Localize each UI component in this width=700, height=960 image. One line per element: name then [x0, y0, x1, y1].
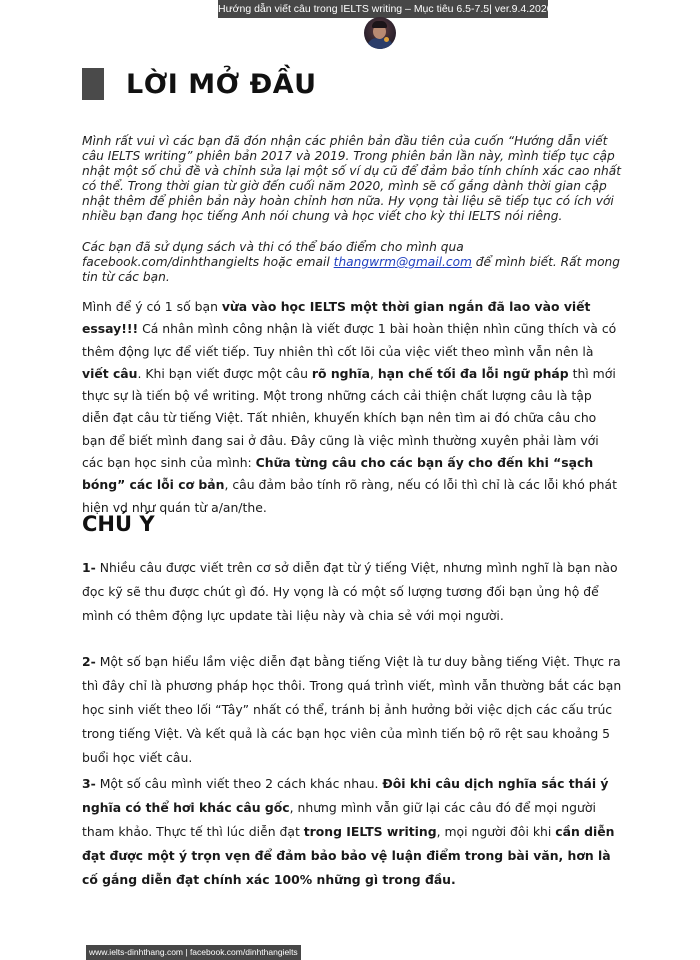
- intro-paragraph: Mình rất vui vì các bạn đã đón nhận các phiên bản đầu tiên của cuốn “Hướng dẫn viết câu IELTS writing” phiên bản 2017 và 2019. Trong phiên bản lần này, mình tiếp tục cập nhật một số chủ đề và chỉnh sửa lại một số ví dụ cũ để đảm bảo tính chính xác cao nhất có thể. Trong thời gian từ giờ đến cuối năm 2020, mình sẽ cố gắng dành thời gian cập nhật thêm để phiên bản này hoàn chỉnh hơn nữa. Hy vọng tài liệu sẽ tiếp tục có ích với nhiều bạn đang học tiếng Anh nói chung và học viết cho kỳ thi IELTS nói riêng.: [82, 134, 622, 223]
- notes-heading: CHÚ Ý: [82, 512, 155, 536]
- body-paragraph: Mình để ý có 1 số bạn vừa vào học IELTS một thời gian ngắn đã lao vào viết essay!!! Cá nhân mình công nhận là viết được 1 bài hoàn thiện nhìn cũng thích và có thêm động lực để viết tiếp. Tuy nhiên thì cốt lõi của việc viết theo mình vẫn nên là viết câu. Khi bạn viết được một câu rõ nghĩa, hạn chế tối đa lỗi ngữ pháp thì mới thực sự là tiến bộ về writing. Một trong những cách cải thiện chất lượng câu là tập diễn đạt câu từ tiếng Việt. Tất nhiên, khuyến khích bạn nên tìm ai đó chữa câu cho bạn để biết mình đang sai ở đâu. Đây cũng là việc mình thường xuyên phải làm với các bạn học sinh của mình: Chữa từng câu cho các bạn ấy cho đến khi “sạch bóng” các lỗi cơ bản, câu đảm bảo tính rõ ràng, nếu có lỗi thì chỉ là các lỗi khó phát hiện vd như quán từ a/an/the.: [82, 299, 617, 515]
- note-item-2: 2- Một số bạn hiểu lầm việc diễn đạt bằng tiếng Việt là tư duy bằng tiếng Việt. Thực ra thì đây chỉ là phương pháp học thôi. Trong quá trình viết, mình vẫn thường bắt các bạn học sinh viết theo lối “Tây” nhất có thể, tránh bị ảnh hưởng bởi việc dịch các cấu trúc trong tiếng Việt. Và kết quả là các bạn học viên của mình tiến bộ rõ rệt sau khoảng 5 buổi học viết câu.: [82, 654, 622, 765]
- heading-block-icon: [82, 68, 104, 100]
- author-avatar: [364, 17, 396, 49]
- note-item-3: 3- Một số câu mình viết theo 2 cách khác nhau. Đôi khi câu dịch nghĩa sắc thái ý nghĩa có thể hơi khác câu gốc, nhưng mình vẫn giữ lại các câu đó để mọi người tham khảo. Thực tế thì lúc diễn đạt trong IELTS writing, mọi người đôi khi cần diễn đạt được một ý trọn vẹn để đảm bảo bảo vệ luận điểm trong bài văn, hơn là cố gắng diễn đạt chính xác 100% những gì trong đầu.: [82, 776, 615, 887]
- note-item-1: 1- Nhiều câu được viết trên cơ sở diễn đạt từ ý tiếng Việt, nhưng mình nghĩ là bạn nào đọc kỹ sẽ thu được chút gì đó. Hy vọng là có một số lượng tương đối bạn ủng hộ để mình có thêm động lực update tài liệu này và chia sẻ với mọi người.: [82, 560, 618, 623]
- email-link[interactable]: thangwrm@gmail.com: [333, 255, 472, 269]
- intro-contact-paragraph: Các bạn đã sử dụng sách và thi có thể báo điểm cho mình qua facebook.com/dinhthangielts hoặc email thangwrm@gmail.com để mình biết. Rất mong tin từ các bạn.: [82, 240, 620, 284]
- document-header: Hướng dẫn viết câu trong IELTS writing – Mục tiêu 6.5-7.5| ver.9.4.2020 |: [218, 0, 548, 18]
- heading-text: LỜI MỞ ĐẦU: [126, 68, 317, 100]
- section-heading: [82, 66, 317, 102]
- document-footer: www.ielts-dinhthang.com | facebook.com/dinhthangielts: [86, 945, 301, 960]
